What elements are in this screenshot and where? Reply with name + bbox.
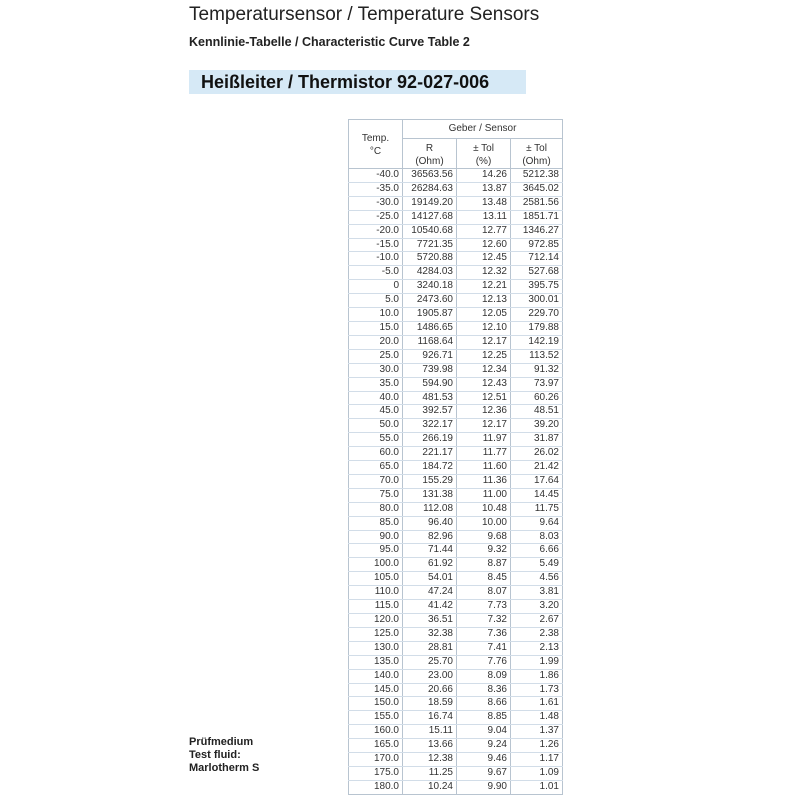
header-tol-ohm bbox=[511, 139, 563, 169]
cell-tol-percent: 12.43 bbox=[457, 377, 511, 391]
cell-tol-ohm: 179.88 bbox=[511, 321, 563, 335]
cell-tol-ohm: 229.70 bbox=[511, 308, 563, 322]
table-row bbox=[349, 280, 563, 294]
page-title: Temperatursensor / Temperature Sensors bbox=[189, 4, 540, 25]
cell-tol-ohm: 1.73 bbox=[511, 683, 563, 697]
cell-resistance: 96.40 bbox=[403, 516, 457, 530]
cell-temp: -30.0 bbox=[349, 196, 403, 210]
cell-temp: 100.0 bbox=[349, 558, 403, 572]
cell-tol-ohm: 6.66 bbox=[511, 544, 563, 558]
cell-temp: 20.0 bbox=[349, 335, 403, 349]
cell-resistance: 19149.20 bbox=[403, 196, 457, 210]
cell-temp: 135.0 bbox=[349, 655, 403, 669]
table-row bbox=[349, 335, 563, 349]
cell-tol-percent: 7.76 bbox=[457, 655, 511, 669]
cell-resistance: 26284.63 bbox=[403, 182, 457, 196]
cell-tol-ohm: 5212.38 bbox=[511, 169, 563, 183]
cell-tol-ohm: 48.51 bbox=[511, 405, 563, 419]
cell-resistance: 25.70 bbox=[403, 655, 457, 669]
table-row bbox=[349, 461, 563, 475]
table-row bbox=[349, 558, 563, 572]
cell-tol-ohm: 39.20 bbox=[511, 419, 563, 433]
cell-temp: 0 bbox=[349, 280, 403, 294]
product-banner bbox=[189, 70, 526, 94]
cell-temp: 85.0 bbox=[349, 516, 403, 530]
cell-tol-percent: 8.45 bbox=[457, 572, 511, 586]
cell-tol-percent: 8.36 bbox=[457, 683, 511, 697]
cell-resistance: 32.38 bbox=[403, 627, 457, 641]
cell-tol-ohm: 17.64 bbox=[511, 474, 563, 488]
cell-tol-ohm: 527.68 bbox=[511, 266, 563, 280]
cell-resistance: 739.98 bbox=[403, 363, 457, 377]
header-resistance-label: R bbox=[425, 143, 434, 154]
cell-tol-ohm: 1.99 bbox=[511, 655, 563, 669]
header-resistance-unit: (Ohm) bbox=[415, 156, 444, 167]
cell-temp: 120.0 bbox=[349, 614, 403, 628]
table-row bbox=[349, 433, 563, 447]
cell-tol-percent: 12.05 bbox=[457, 308, 511, 322]
cell-tol-percent: 12.17 bbox=[457, 419, 511, 433]
cell-temp: 180.0 bbox=[349, 780, 403, 794]
cell-temp: 45.0 bbox=[349, 405, 403, 419]
cell-tol-ohm: 21.42 bbox=[511, 461, 563, 475]
table-row bbox=[349, 363, 563, 377]
header-sensor-group: Geber / Sensor bbox=[403, 120, 563, 139]
cell-temp: 30.0 bbox=[349, 363, 403, 377]
cell-tol-ohm: 91.32 bbox=[511, 363, 563, 377]
cell-tol-ohm: 1.17 bbox=[511, 753, 563, 767]
cell-resistance: 926.71 bbox=[403, 349, 457, 363]
cell-temp: 65.0 bbox=[349, 461, 403, 475]
cell-tol-ohm: 1.09 bbox=[511, 766, 563, 780]
table-row bbox=[349, 349, 563, 363]
cell-temp: -40.0 bbox=[349, 169, 403, 183]
table-row bbox=[349, 377, 563, 391]
cell-resistance: 266.19 bbox=[403, 433, 457, 447]
cell-tol-percent: 13.87 bbox=[457, 182, 511, 196]
table-row bbox=[349, 266, 563, 280]
page-subtitle: Kennlinie-Tabelle / Characteristic Curve Table 2 bbox=[189, 35, 470, 49]
cell-tol-percent: 12.21 bbox=[457, 280, 511, 294]
table-row bbox=[349, 474, 563, 488]
cell-resistance: 36.51 bbox=[403, 614, 457, 628]
cell-tol-ohm: 31.87 bbox=[511, 433, 563, 447]
cell-resistance: 7721.35 bbox=[403, 238, 457, 252]
table-row bbox=[349, 182, 563, 196]
header-tol-percent bbox=[457, 139, 511, 169]
table-row bbox=[349, 196, 563, 210]
table-row bbox=[349, 238, 563, 252]
cell-resistance: 1905.87 bbox=[403, 308, 457, 322]
cell-temp: -25.0 bbox=[349, 210, 403, 224]
cell-temp: 110.0 bbox=[349, 586, 403, 600]
cell-tol-percent: 11.00 bbox=[457, 488, 511, 502]
cell-temp: 175.0 bbox=[349, 766, 403, 780]
cell-tol-percent: 12.25 bbox=[457, 349, 511, 363]
cell-tol-percent: 12.51 bbox=[457, 391, 511, 405]
cell-tol-percent: 9.67 bbox=[457, 766, 511, 780]
cell-tol-percent: 8.87 bbox=[457, 558, 511, 572]
table-row bbox=[349, 641, 563, 655]
cell-temp: 75.0 bbox=[349, 488, 403, 502]
table-row bbox=[349, 683, 563, 697]
cell-resistance: 155.29 bbox=[403, 474, 457, 488]
product-name: Heißleiter / Thermistor 92-027-006 bbox=[201, 72, 490, 92]
table-row bbox=[349, 405, 563, 419]
table-row bbox=[349, 419, 563, 433]
cell-tol-percent: 7.36 bbox=[457, 627, 511, 641]
cell-tol-ohm: 2581.56 bbox=[511, 196, 563, 210]
cell-resistance: 11.25 bbox=[403, 766, 457, 780]
header-temp-unit: °C bbox=[369, 146, 382, 157]
cell-resistance: 13.66 bbox=[403, 739, 457, 753]
test-fluid-note bbox=[189, 736, 259, 775]
cell-tol-ohm: 1346.27 bbox=[511, 224, 563, 238]
table-row bbox=[349, 627, 563, 641]
cell-tol-percent: 7.32 bbox=[457, 614, 511, 628]
cell-temp: 50.0 bbox=[349, 419, 403, 433]
cell-resistance: 3240.18 bbox=[403, 280, 457, 294]
cell-tol-ohm: 1.61 bbox=[511, 697, 563, 711]
header-tol-percent-unit: (%) bbox=[475, 156, 492, 167]
cell-temp: 165.0 bbox=[349, 739, 403, 753]
cell-tol-ohm: 8.03 bbox=[511, 530, 563, 544]
cell-tol-percent: 10.00 bbox=[457, 516, 511, 530]
table-row bbox=[349, 725, 563, 739]
cell-resistance: 1486.65 bbox=[403, 321, 457, 335]
table-row bbox=[349, 210, 563, 224]
table-body bbox=[349, 169, 563, 795]
cell-tol-percent: 10.48 bbox=[457, 502, 511, 516]
cell-temp: 40.0 bbox=[349, 391, 403, 405]
cell-tol-ohm: 395.75 bbox=[511, 280, 563, 294]
cell-tol-percent: 9.24 bbox=[457, 739, 511, 753]
table-row bbox=[349, 516, 563, 530]
cell-resistance: 20.66 bbox=[403, 683, 457, 697]
cell-temp: -20.0 bbox=[349, 224, 403, 238]
cell-temp: 150.0 bbox=[349, 697, 403, 711]
cell-resistance: 1168.64 bbox=[403, 335, 457, 349]
cell-resistance: 71.44 bbox=[403, 544, 457, 558]
cell-tol-percent: 8.09 bbox=[457, 669, 511, 683]
cell-tol-percent: 8.66 bbox=[457, 697, 511, 711]
cell-tol-percent: 8.07 bbox=[457, 586, 511, 600]
cell-resistance: 61.92 bbox=[403, 558, 457, 572]
cell-tol-ohm: 972.85 bbox=[511, 238, 563, 252]
table-row bbox=[349, 488, 563, 502]
table-row bbox=[349, 780, 563, 794]
cell-temp: 95.0 bbox=[349, 544, 403, 558]
cell-tol-ohm: 60.26 bbox=[511, 391, 563, 405]
cell-resistance: 112.08 bbox=[403, 502, 457, 516]
cell-tol-percent: 12.36 bbox=[457, 405, 511, 419]
cell-resistance: 5720.88 bbox=[403, 252, 457, 266]
table-row bbox=[349, 766, 563, 780]
cell-temp: 55.0 bbox=[349, 433, 403, 447]
cell-resistance: 12.38 bbox=[403, 753, 457, 767]
cell-tol-ohm: 73.97 bbox=[511, 377, 563, 391]
cell-resistance: 14127.68 bbox=[403, 210, 457, 224]
cell-resistance: 184.72 bbox=[403, 461, 457, 475]
cell-temp: 105.0 bbox=[349, 572, 403, 586]
cell-tol-percent: 12.45 bbox=[457, 252, 511, 266]
cell-tol-percent: 7.41 bbox=[457, 641, 511, 655]
cell-tol-percent: 9.46 bbox=[457, 753, 511, 767]
cell-temp: -5.0 bbox=[349, 266, 403, 280]
cell-temp: 140.0 bbox=[349, 669, 403, 683]
cell-tol-ohm: 1.01 bbox=[511, 780, 563, 794]
cell-tol-percent: 11.77 bbox=[457, 447, 511, 461]
cell-tol-ohm: 5.49 bbox=[511, 558, 563, 572]
table-row bbox=[349, 614, 563, 628]
cell-tol-ohm: 3645.02 bbox=[511, 182, 563, 196]
cell-tol-ohm: 1.37 bbox=[511, 725, 563, 739]
header-temp bbox=[349, 120, 403, 169]
cell-temp: -15.0 bbox=[349, 238, 403, 252]
cell-tol-ohm: 113.52 bbox=[511, 349, 563, 363]
test-fluid-label-de: Prüfmedium bbox=[189, 736, 254, 748]
characteristic-curve-table bbox=[348, 119, 563, 795]
cell-temp: 90.0 bbox=[349, 530, 403, 544]
cell-resistance: 47.24 bbox=[403, 586, 457, 600]
table-row bbox=[349, 697, 563, 711]
cell-tol-ohm: 2.38 bbox=[511, 627, 563, 641]
cell-resistance: 2473.60 bbox=[403, 294, 457, 308]
table-row bbox=[349, 544, 563, 558]
cell-resistance: 10.24 bbox=[403, 780, 457, 794]
cell-tol-ohm: 9.64 bbox=[511, 516, 563, 530]
cell-resistance: 28.81 bbox=[403, 641, 457, 655]
cell-temp: 25.0 bbox=[349, 349, 403, 363]
cell-tol-ohm: 4.56 bbox=[511, 572, 563, 586]
cell-tol-percent: 12.60 bbox=[457, 238, 511, 252]
table-row bbox=[349, 447, 563, 461]
cell-resistance: 18.59 bbox=[403, 697, 457, 711]
cell-resistance: 131.38 bbox=[403, 488, 457, 502]
header-tol-ohm-label: ± Tol bbox=[526, 143, 547, 154]
cell-tol-ohm: 3.81 bbox=[511, 586, 563, 600]
cell-resistance: 221.17 bbox=[403, 447, 457, 461]
cell-tol-percent: 14.26 bbox=[457, 169, 511, 183]
cell-tol-percent: 11.97 bbox=[457, 433, 511, 447]
cell-tol-ohm: 2.13 bbox=[511, 641, 563, 655]
test-fluid-label-en: Test fluid: bbox=[189, 749, 241, 761]
cell-tol-percent: 12.77 bbox=[457, 224, 511, 238]
test-fluid-value: Marlotherm S bbox=[189, 762, 260, 774]
cell-tol-ohm: 2.67 bbox=[511, 614, 563, 628]
cell-temp: 35.0 bbox=[349, 377, 403, 391]
table-row bbox=[349, 224, 563, 238]
table-row bbox=[349, 711, 563, 725]
cell-tol-percent: 8.85 bbox=[457, 711, 511, 725]
cell-tol-percent: 9.04 bbox=[457, 725, 511, 739]
cell-tol-ohm: 26.02 bbox=[511, 447, 563, 461]
cell-tol-ohm: 712.14 bbox=[511, 252, 563, 266]
header-tol-ohm-unit: (Ohm) bbox=[522, 156, 551, 167]
cell-tol-percent: 11.36 bbox=[457, 474, 511, 488]
table-row bbox=[349, 294, 563, 308]
cell-temp: 70.0 bbox=[349, 474, 403, 488]
table-row bbox=[349, 530, 563, 544]
table-row bbox=[349, 586, 563, 600]
cell-temp: 155.0 bbox=[349, 711, 403, 725]
table-row bbox=[349, 502, 563, 516]
cell-tol-percent: 12.17 bbox=[457, 335, 511, 349]
cell-tol-percent: 12.32 bbox=[457, 266, 511, 280]
cell-tol-percent: 12.10 bbox=[457, 321, 511, 335]
table-row bbox=[349, 655, 563, 669]
cell-resistance: 4284.03 bbox=[403, 266, 457, 280]
cell-tol-percent: 12.13 bbox=[457, 294, 511, 308]
cell-tol-ohm: 1.48 bbox=[511, 711, 563, 725]
cell-temp: 125.0 bbox=[349, 627, 403, 641]
cell-tol-ohm: 1.86 bbox=[511, 669, 563, 683]
header-temp-label: Temp. bbox=[361, 133, 390, 144]
table-row bbox=[349, 572, 563, 586]
cell-temp: 5.0 bbox=[349, 294, 403, 308]
cell-tol-ohm: 300.01 bbox=[511, 294, 563, 308]
cell-tol-percent: 11.60 bbox=[457, 461, 511, 475]
cell-resistance: 41.42 bbox=[403, 600, 457, 614]
cell-temp: -35.0 bbox=[349, 182, 403, 196]
cell-temp: 145.0 bbox=[349, 683, 403, 697]
table-row bbox=[349, 252, 563, 266]
cell-temp: 80.0 bbox=[349, 502, 403, 516]
cell-temp: 10.0 bbox=[349, 308, 403, 322]
cell-resistance: 322.17 bbox=[403, 419, 457, 433]
cell-resistance: 16.74 bbox=[403, 711, 457, 725]
cell-tol-ohm: 142.19 bbox=[511, 335, 563, 349]
cell-tol-percent: 12.34 bbox=[457, 363, 511, 377]
cell-tol-ohm: 1.26 bbox=[511, 739, 563, 753]
cell-tol-percent: 13.48 bbox=[457, 196, 511, 210]
cell-tol-percent: 13.11 bbox=[457, 210, 511, 224]
table-row bbox=[349, 308, 563, 322]
cell-resistance: 10540.68 bbox=[403, 224, 457, 238]
cell-tol-percent: 9.32 bbox=[457, 544, 511, 558]
header-tol-percent-label: ± Tol bbox=[473, 143, 494, 154]
table-row bbox=[349, 753, 563, 767]
cell-resistance: 392.57 bbox=[403, 405, 457, 419]
cell-temp: -10.0 bbox=[349, 252, 403, 266]
cell-resistance: 15.11 bbox=[403, 725, 457, 739]
cell-resistance: 481.53 bbox=[403, 391, 457, 405]
table-row bbox=[349, 391, 563, 405]
cell-tol-ohm: 3.20 bbox=[511, 600, 563, 614]
cell-tol-ohm: 1851.71 bbox=[511, 210, 563, 224]
cell-resistance: 82.96 bbox=[403, 530, 457, 544]
header-resistance bbox=[403, 139, 457, 169]
cell-temp: 160.0 bbox=[349, 725, 403, 739]
cell-temp: 15.0 bbox=[349, 321, 403, 335]
table-row bbox=[349, 739, 563, 753]
cell-tol-percent: 7.73 bbox=[457, 600, 511, 614]
cell-resistance: 54.01 bbox=[403, 572, 457, 586]
cell-resistance: 23.00 bbox=[403, 669, 457, 683]
table-row bbox=[349, 169, 563, 183]
cell-tol-percent: 9.90 bbox=[457, 780, 511, 794]
table-row bbox=[349, 669, 563, 683]
cell-temp: 115.0 bbox=[349, 600, 403, 614]
cell-tol-ohm: 11.75 bbox=[511, 502, 563, 516]
cell-tol-ohm: 14.45 bbox=[511, 488, 563, 502]
cell-resistance: 36563.56 bbox=[403, 169, 457, 183]
cell-resistance: 594.90 bbox=[403, 377, 457, 391]
cell-temp: 130.0 bbox=[349, 641, 403, 655]
cell-temp: 60.0 bbox=[349, 447, 403, 461]
table-row bbox=[349, 600, 563, 614]
cell-tol-percent: 9.68 bbox=[457, 530, 511, 544]
table-row bbox=[349, 321, 563, 335]
cell-temp: 170.0 bbox=[349, 753, 403, 767]
